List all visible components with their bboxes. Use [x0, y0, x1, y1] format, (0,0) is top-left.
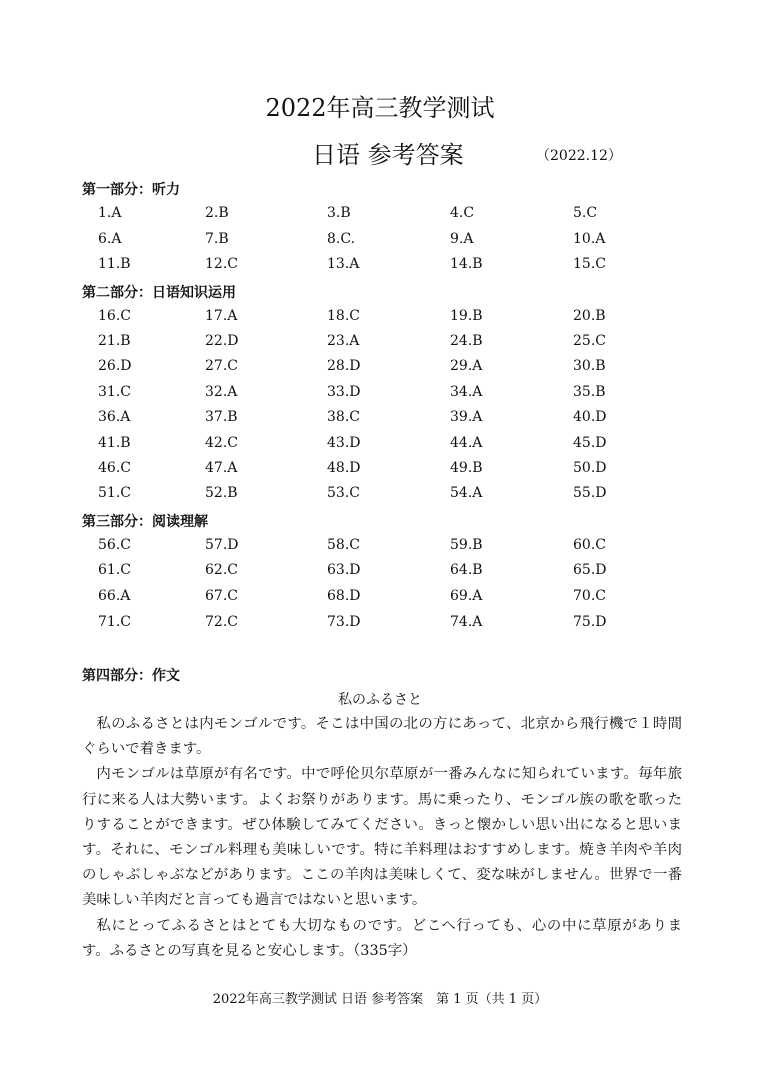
- answer-item: 16.C: [98, 308, 131, 324]
- answer-item: 54.A: [450, 485, 483, 501]
- answer-row: [0, 537, 760, 557]
- answer-item: 26.D: [98, 358, 132, 374]
- answer-item: 33.D: [327, 384, 361, 400]
- answer-row: [0, 231, 760, 251]
- answer-item: 43.D: [327, 435, 361, 451]
- answer-row: [0, 614, 760, 634]
- answer-row: [0, 409, 760, 429]
- section-heading-reading: 第三部分：阅读理解: [82, 514, 208, 530]
- answer-item: 21.B: [98, 333, 131, 349]
- answer-item: 71.C: [98, 614, 131, 630]
- answer-item: 65.D: [573, 562, 607, 578]
- answer-item: 62.C: [205, 562, 238, 578]
- answer-item: 14.B: [450, 256, 483, 272]
- answer-item: 24.B: [450, 333, 483, 349]
- answer-item: 34.A: [450, 384, 483, 400]
- essay-paragraph: 私にとってふるさとはとても大切なものです。どこへ行っても、心の中に草原があります。ふるさとの写真を見ると安心します。（335字）: [82, 917, 682, 959]
- answer-row: [0, 384, 760, 404]
- answer-item: 11.B: [98, 256, 131, 272]
- answer-item: 20.B: [573, 308, 606, 324]
- answer-item: 23.A: [327, 333, 360, 349]
- answer-item: 13.A: [327, 256, 360, 272]
- answer-item: 45.D: [573, 435, 607, 451]
- answer-row: [0, 205, 760, 225]
- answer-row: [0, 308, 760, 328]
- answer-item: 25.C: [573, 333, 606, 349]
- answer-item: 59.B: [450, 537, 483, 553]
- answer-item: 52.B: [205, 485, 238, 501]
- answer-row: [0, 460, 760, 480]
- answer-item: 19.B: [450, 308, 483, 324]
- answer-item: 47.A: [205, 460, 238, 476]
- answer-item: 70.C: [573, 588, 606, 604]
- answer-item: 1.A: [98, 205, 122, 221]
- essay-body: [82, 712, 682, 964]
- answer-row: [0, 358, 760, 378]
- answer-item: 69.A: [450, 588, 483, 604]
- answer-row: [0, 562, 760, 582]
- answer-item: 55.D: [573, 485, 607, 501]
- answer-item: 75.D: [573, 614, 607, 630]
- answer-item: 53.C: [327, 485, 360, 501]
- answer-row: [0, 435, 760, 455]
- answer-item: 61.C: [98, 562, 131, 578]
- answer-item: 6.A: [98, 231, 122, 247]
- answer-item: 18.C: [327, 308, 360, 324]
- answer-item: 51.C: [98, 485, 131, 501]
- document-title: 2022年高三教学测试: [265, 94, 495, 122]
- answer-row: [0, 588, 760, 608]
- answer-item: 28.D: [327, 358, 361, 374]
- answer-item: 66.A: [98, 588, 131, 604]
- answer-item: 58.C: [327, 537, 360, 553]
- answer-item: 73.D: [327, 614, 361, 630]
- essay-title: 私のふるさと: [338, 692, 422, 708]
- answer-item: 41.B: [98, 435, 131, 451]
- answer-item: 5.C: [573, 205, 598, 221]
- essay-paragraph: 私のふるさとは内モンゴルです。そこは中国の北の方にあって、北京から飛行機で１時間ぐらいで着きます。: [82, 716, 682, 758]
- answer-item: 17.A: [205, 308, 238, 324]
- section-heading-listening: 第一部分：听力: [82, 182, 180, 198]
- page-footer: 2022年高三教学测试 日语 参考答案 第 1 页（共 1 页）: [212, 992, 548, 1007]
- answer-item: 10.A: [573, 231, 606, 247]
- section-heading-language-knowledge: 第二部分：日语知识运用: [82, 285, 236, 301]
- answer-item: 15.C: [573, 256, 606, 272]
- answer-item: 57.D: [205, 537, 239, 553]
- answer-item: 3.B: [327, 205, 351, 221]
- answer-item: 49.B: [450, 460, 483, 476]
- answer-item: 12.C: [205, 256, 238, 272]
- answer-row: [0, 256, 760, 276]
- answer-item: 7.B: [205, 231, 229, 247]
- answer-item: 29.A: [450, 358, 483, 374]
- answer-item: 22.D: [205, 333, 239, 349]
- answer-item: 68.D: [327, 588, 361, 604]
- answer-item: 56.C: [98, 537, 131, 553]
- answer-item: 4.C: [450, 205, 475, 221]
- answer-item: 42.C: [205, 435, 238, 451]
- answer-item: 44.A: [450, 435, 483, 451]
- answer-item: 2.B: [205, 205, 229, 221]
- answer-item: 50.D: [573, 460, 607, 476]
- answer-row: [0, 485, 760, 505]
- answer-item: 31.C: [98, 384, 131, 400]
- answer-item: 32.A: [205, 384, 238, 400]
- answer-item: 9.A: [450, 231, 474, 247]
- answer-item: 74.A: [450, 614, 483, 630]
- answer-item: 36.A: [98, 409, 131, 425]
- answer-item: 37.B: [205, 409, 238, 425]
- answer-item: 8.C.: [327, 231, 356, 247]
- document-date: （2022.12）: [536, 148, 622, 164]
- answer-item: 35.B: [573, 384, 606, 400]
- answer-item: 48.D: [327, 460, 361, 476]
- answer-item: 60.C: [573, 537, 606, 553]
- document-subtitle: 日语 参考答案: [312, 141, 464, 169]
- answer-item: 40.D: [573, 409, 607, 425]
- answer-item: 72.C: [205, 614, 238, 630]
- answer-item: 46.C: [98, 460, 131, 476]
- answer-item: 64.B: [450, 562, 483, 578]
- answer-item: 67.C: [205, 588, 238, 604]
- answer-row: [0, 333, 760, 353]
- essay-paragraph: 内モンゴルは草原が有名です。中で呼伦贝尔草原が一番みんなに知られています。毎年旅行に来る人は大勢います。よくお祭りがあります。馬に乗ったり、モンゴル族の歌を歌ったりすることができます。ぜひ体験してみてください。きっと懐かしい思い出になると思います。それに、モンゴル料理も美味しいです。特に羊料理はおすすめします。焼き羊肉や羊肉のしゃぶしゃぶなどがあります。ここの羊肉は美味しくて、変な味がしません。世界で一番美味しい羊肉だと言っても過言ではないと思います。: [82, 766, 682, 909]
- section-heading-composition: 第四部分：作文: [82, 668, 180, 684]
- answer-item: 38.C: [327, 409, 360, 425]
- answer-item: 63.D: [327, 562, 361, 578]
- answer-item: 27.C: [205, 358, 238, 374]
- answer-item: 39.A: [450, 409, 483, 425]
- answer-item: 30.B: [573, 358, 606, 374]
